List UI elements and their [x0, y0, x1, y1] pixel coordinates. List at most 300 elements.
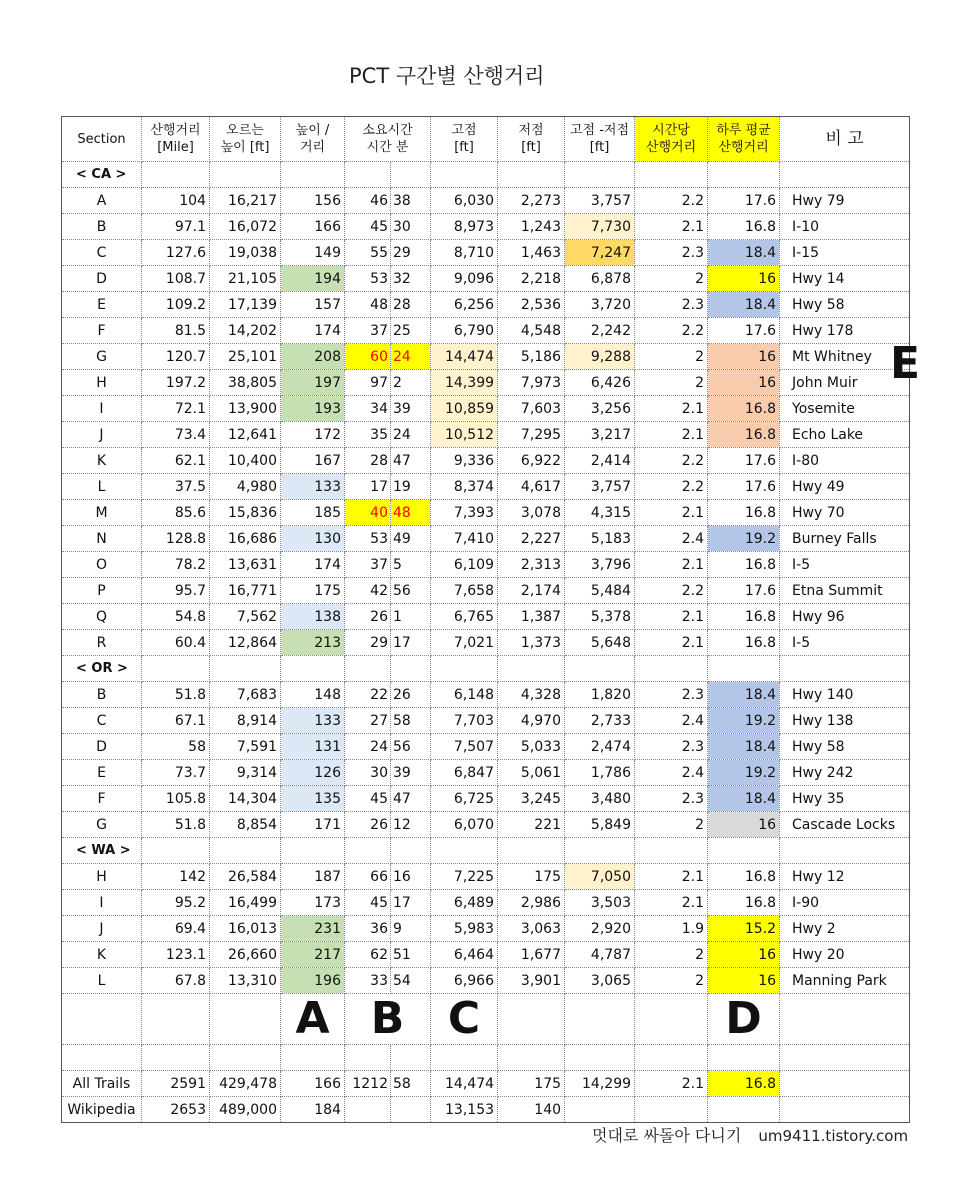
cell-hours: 1212 [345, 1071, 391, 1097]
cell-gain: 15,836 [210, 500, 281, 526]
cell-note: Burney Falls [780, 526, 910, 552]
cell-ratio: 187 [281, 864, 345, 890]
cell-distance: 109.2 [142, 292, 210, 318]
cell-section: B [62, 214, 142, 240]
cell-minutes: 24 [391, 422, 431, 448]
header-time: 소요시간 시간 분 [345, 117, 431, 162]
cell-hours: 24 [345, 734, 391, 760]
empty-cell [780, 656, 910, 682]
header-diff: 고점 -저점 [ft] [565, 117, 635, 162]
cell-ratio: 194 [281, 266, 345, 292]
cell-ratio: 149 [281, 240, 345, 266]
cell-minutes: 24 [391, 344, 431, 370]
cell-high: 10,859 [431, 396, 498, 422]
cell-section: K [62, 942, 142, 968]
empty-cell [431, 1045, 498, 1071]
cell-low: 5,033 [498, 734, 565, 760]
cell-diff: 5,183 [565, 526, 635, 552]
cell-ratio: 193 [281, 396, 345, 422]
cell-note: Cascade Locks [780, 812, 910, 838]
cell-per-day: 16.8 [708, 630, 780, 656]
cell-per-day: 16.8 [708, 864, 780, 890]
empty-cell [780, 838, 910, 864]
empty-cell [708, 1045, 780, 1071]
cell-distance: 95.7 [142, 578, 210, 604]
cell-note: I-90 [780, 890, 910, 916]
cell-per-hour: 2.2 [635, 318, 708, 344]
cell-section: G [62, 344, 142, 370]
cell-hours: 17 [345, 474, 391, 500]
cell-note: Hwy 2 [780, 916, 910, 942]
empty-cell [498, 994, 565, 1045]
cell-ratio: 171 [281, 812, 345, 838]
cell-per-day: 17.6 [708, 578, 780, 604]
table-row [62, 474, 910, 500]
cell-minutes: 1 [391, 604, 431, 630]
cell-per-day: 16.8 [708, 1071, 780, 1097]
cell-per-hour: 2.3 [635, 240, 708, 266]
cell-high: 9,336 [431, 448, 498, 474]
cell-section: F [62, 318, 142, 344]
cell-distance: 2653 [142, 1097, 210, 1123]
cell-ratio: 174 [281, 318, 345, 344]
cell-distance: 58 [142, 734, 210, 760]
group-row-or [62, 656, 910, 682]
cell-gain: 16,499 [210, 890, 281, 916]
cell-gain: 26,660 [210, 942, 281, 968]
cell-per-day: 15.2 [708, 916, 780, 942]
cell-diff: 6,426 [565, 370, 635, 396]
cell-per-hour: 2 [635, 968, 708, 994]
cell-minutes: 26 [391, 682, 431, 708]
cell-gain: 16,072 [210, 214, 281, 240]
cell-distance: 73.7 [142, 760, 210, 786]
cell-low: 3,245 [498, 786, 565, 812]
cell-ratio: 133 [281, 708, 345, 734]
letter-b: B [345, 994, 431, 1045]
cell-note: Hwy 138 [780, 708, 910, 734]
cell-minutes: 9 [391, 916, 431, 942]
cell-per-day: 18.4 [708, 786, 780, 812]
cell-section: L [62, 968, 142, 994]
cell-note: I-5 [780, 552, 910, 578]
cell-minutes: 58 [391, 1071, 431, 1097]
cell-minutes: 5 [391, 552, 431, 578]
cell-hours: 35 [345, 422, 391, 448]
cell-minutes: 30 [391, 214, 431, 240]
letter-d: D [708, 994, 780, 1045]
cell-ratio: 196 [281, 968, 345, 994]
empty-cell [498, 1045, 565, 1071]
cell-gain: 14,202 [210, 318, 281, 344]
empty-cell [345, 656, 391, 682]
cell-low: 7,295 [498, 422, 565, 448]
cell-minutes: 49 [391, 526, 431, 552]
cell-low: 3,063 [498, 916, 565, 942]
cell-diff: 2,414 [565, 448, 635, 474]
cell-gain: 17,139 [210, 292, 281, 318]
cell-minutes: 56 [391, 734, 431, 760]
cell-per-day: 18.4 [708, 682, 780, 708]
cell-per-day: 19.2 [708, 708, 780, 734]
cell-per-hour: 2.3 [635, 786, 708, 812]
cell-distance: 128.8 [142, 526, 210, 552]
cell-distance: 127.6 [142, 240, 210, 266]
table-row [62, 604, 910, 630]
cell-note: I-10 [780, 214, 910, 240]
empty-cell [708, 838, 780, 864]
cell-high: 7,393 [431, 500, 498, 526]
empty-cell [565, 994, 635, 1045]
cell-section: P [62, 578, 142, 604]
header-ratio: 높이 / 거리 [281, 117, 345, 162]
empty-cell [345, 1045, 391, 1071]
cell-diff: 3,480 [565, 786, 635, 812]
cell-high: 6,966 [431, 968, 498, 994]
cell-section: Wikipedia [62, 1097, 142, 1123]
cell-note: Hwy 70 [780, 500, 910, 526]
cell-section: J [62, 916, 142, 942]
table-row [62, 552, 910, 578]
cell-hours: 30 [345, 760, 391, 786]
empty-cell [345, 838, 391, 864]
letters-row [62, 994, 910, 1045]
header-high: 고점 [ft] [431, 117, 498, 162]
blog-name: 멋대로 싸돌아 다니기 [592, 1126, 742, 1145]
letter-e: E [890, 338, 921, 389]
cell-diff: 2,920 [565, 916, 635, 942]
cell-note: Hwy 35 [780, 786, 910, 812]
cell-per-day: 16.8 [708, 604, 780, 630]
cell-low: 7,973 [498, 370, 565, 396]
cell-diff: 1,820 [565, 682, 635, 708]
cell-minutes: 47 [391, 786, 431, 812]
cell-high: 10,512 [431, 422, 498, 448]
cell-high: 6,030 [431, 188, 498, 214]
cell-per-hour: 2 [635, 942, 708, 968]
cell-diff: 4,315 [565, 500, 635, 526]
cell-diff: 5,849 [565, 812, 635, 838]
cell-gain: 14,304 [210, 786, 281, 812]
cell-minutes: 38 [391, 188, 431, 214]
cell-note: Hwy 140 [780, 682, 910, 708]
cell-per-hour: 2.2 [635, 448, 708, 474]
cell-low: 5,061 [498, 760, 565, 786]
cell-hours: 33 [345, 968, 391, 994]
cell-ratio: 131 [281, 734, 345, 760]
cell-gain: 16,217 [210, 188, 281, 214]
cell-high: 6,464 [431, 942, 498, 968]
cell-note: Hwy 242 [780, 760, 910, 786]
cell-minutes: 17 [391, 890, 431, 916]
cell-per-day: 16 [708, 812, 780, 838]
cell-per-hour: 2.3 [635, 682, 708, 708]
cell-low: 2,218 [498, 266, 565, 292]
cell-minutes: 32 [391, 266, 431, 292]
header-section: Section [62, 117, 142, 162]
cell-gain: 21,105 [210, 266, 281, 292]
cell-distance: 95.2 [142, 890, 210, 916]
cell-per-hour: 2 [635, 370, 708, 396]
cell-diff: 3,796 [565, 552, 635, 578]
cell-diff: 3,757 [565, 188, 635, 214]
cell-diff [565, 1097, 635, 1123]
cell-per-day: 16 [708, 968, 780, 994]
cell-high: 8,710 [431, 240, 498, 266]
cell-gain: 16,686 [210, 526, 281, 552]
cell-per-hour: 2.3 [635, 292, 708, 318]
cell-hours: 37 [345, 552, 391, 578]
cell-minutes [391, 1097, 431, 1123]
cell-low: 2,313 [498, 552, 565, 578]
cell-low: 140 [498, 1097, 565, 1123]
cell-gain: 26,584 [210, 864, 281, 890]
cell-hours: 26 [345, 812, 391, 838]
cell-hours: 53 [345, 266, 391, 292]
cell-per-day: 17.6 [708, 474, 780, 500]
cell-section: All Trails [62, 1071, 142, 1097]
empty-cell [210, 1045, 281, 1071]
cell-section: C [62, 240, 142, 266]
cell-diff: 7,730 [565, 214, 635, 240]
cell-gain: 7,591 [210, 734, 281, 760]
cell-distance: 104 [142, 188, 210, 214]
group-label: < WA > [62, 838, 142, 864]
cell-note: Etna Summit [780, 578, 910, 604]
cell-hours: 45 [345, 214, 391, 240]
cell-per-day: 16.8 [708, 396, 780, 422]
cell-hours: 36 [345, 916, 391, 942]
cell-section: I [62, 396, 142, 422]
empty-cell [565, 162, 635, 188]
header-note: 비 고 [780, 117, 910, 162]
empty-cell [565, 656, 635, 682]
empty-cell [210, 994, 281, 1045]
cell-diff: 5,484 [565, 578, 635, 604]
cell-low: 4,617 [498, 474, 565, 500]
empty-cell [391, 162, 431, 188]
cell-hours: 42 [345, 578, 391, 604]
cell-ratio: 213 [281, 630, 345, 656]
cell-per-day [708, 1097, 780, 1123]
cell-note: John Muir [780, 370, 910, 396]
blog-url: um9411.tistory.com [758, 1127, 909, 1145]
cell-note: I-15 [780, 240, 910, 266]
cell-ratio: 156 [281, 188, 345, 214]
cell-ratio: 126 [281, 760, 345, 786]
cell-per-hour: 2.1 [635, 1071, 708, 1097]
cell-gain: 12,641 [210, 422, 281, 448]
empty-cell [431, 656, 498, 682]
cell-per-hour: 2 [635, 266, 708, 292]
cell-per-hour: 2.2 [635, 474, 708, 500]
cell-note [780, 1071, 910, 1097]
cell-hours: 27 [345, 708, 391, 734]
cell-hours: 66 [345, 864, 391, 890]
cell-high: 14,474 [431, 344, 498, 370]
empty-cell [391, 1045, 431, 1071]
cell-low: 6,922 [498, 448, 565, 474]
cell-note: Yosemite [780, 396, 910, 422]
cell-diff: 5,378 [565, 604, 635, 630]
cell-distance: 78.2 [142, 552, 210, 578]
empty-cell [635, 994, 708, 1045]
cell-distance: 105.8 [142, 786, 210, 812]
table-row [62, 942, 910, 968]
cell-section: H [62, 370, 142, 396]
cell-gain: 7,562 [210, 604, 281, 630]
cell-section: E [62, 292, 142, 318]
letter-a: A [281, 994, 345, 1045]
cell-high: 7,021 [431, 630, 498, 656]
cell-per-hour: 2 [635, 812, 708, 838]
table-row [62, 526, 910, 552]
cell-per-day: 16.8 [708, 422, 780, 448]
cell-low: 1,677 [498, 942, 565, 968]
cell-high: 6,765 [431, 604, 498, 630]
cell-high: 6,070 [431, 812, 498, 838]
cell-minutes: 19 [391, 474, 431, 500]
cell-per-hour: 2.4 [635, 760, 708, 786]
cell-minutes: 54 [391, 968, 431, 994]
cell-distance: 62.1 [142, 448, 210, 474]
cell-low: 221 [498, 812, 565, 838]
cell-per-day: 18.4 [708, 240, 780, 266]
cell-high: 7,703 [431, 708, 498, 734]
table-row [62, 188, 910, 214]
empty-cell [431, 162, 498, 188]
cell-high: 6,489 [431, 890, 498, 916]
cell-high: 6,725 [431, 786, 498, 812]
cell-note: Hwy 58 [780, 292, 910, 318]
cell-section: D [62, 266, 142, 292]
cell-per-day: 17.6 [708, 318, 780, 344]
cell-minutes: 28 [391, 292, 431, 318]
cell-hours: 97 [345, 370, 391, 396]
table-row [62, 760, 910, 786]
cell-hours: 60 [345, 344, 391, 370]
cell-gain: 19,038 [210, 240, 281, 266]
cell-distance: 72.1 [142, 396, 210, 422]
empty-cell [780, 162, 910, 188]
cell-section: L [62, 474, 142, 500]
cell-per-day: 16.8 [708, 890, 780, 916]
cell-low: 1,463 [498, 240, 565, 266]
cell-note [780, 1097, 910, 1123]
cell-ratio: 138 [281, 604, 345, 630]
cell-distance: 67.8 [142, 968, 210, 994]
cell-low: 4,548 [498, 318, 565, 344]
cell-per-hour: 2.1 [635, 396, 708, 422]
cell-per-day: 16 [708, 942, 780, 968]
cell-low: 2,227 [498, 526, 565, 552]
table-row [62, 786, 910, 812]
cell-ratio: 130 [281, 526, 345, 552]
cell-section: Q [62, 604, 142, 630]
cell-ratio: 172 [281, 422, 345, 448]
cell-diff: 7,247 [565, 240, 635, 266]
cell-ratio: 157 [281, 292, 345, 318]
empty-cell [635, 162, 708, 188]
cell-gain: 16,771 [210, 578, 281, 604]
cell-per-hour: 2.2 [635, 188, 708, 214]
cell-ratio: 217 [281, 942, 345, 968]
empty-cell [142, 994, 210, 1045]
group-label: < OR > [62, 656, 142, 682]
cell-note: Hwy 178 [780, 318, 910, 344]
cell-hours: 28 [345, 448, 391, 474]
table-row [62, 734, 910, 760]
empty-cell [635, 838, 708, 864]
cell-note: Hwy 14 [780, 266, 910, 292]
cell-per-hour: 2.1 [635, 630, 708, 656]
table-row [62, 708, 910, 734]
empty-cell [391, 656, 431, 682]
cell-high: 7,507 [431, 734, 498, 760]
cell-gain: 12,864 [210, 630, 281, 656]
table-row [62, 864, 910, 890]
cell-section: R [62, 630, 142, 656]
cell-low: 3,901 [498, 968, 565, 994]
cell-diff: 1,786 [565, 760, 635, 786]
cell-high: 6,256 [431, 292, 498, 318]
cell-diff: 14,299 [565, 1071, 635, 1097]
cell-minutes: 12 [391, 812, 431, 838]
cell-per-day: 16.8 [708, 552, 780, 578]
table-row [62, 916, 910, 942]
cell-distance: 97.1 [142, 214, 210, 240]
cell-hours: 48 [345, 292, 391, 318]
cell-minutes: 56 [391, 578, 431, 604]
cell-diff: 2,242 [565, 318, 635, 344]
cell-hours: 45 [345, 786, 391, 812]
table-row [62, 214, 910, 240]
cell-diff: 5,648 [565, 630, 635, 656]
table-row [62, 578, 910, 604]
cell-minutes: 39 [391, 760, 431, 786]
cell-distance: 81.5 [142, 318, 210, 344]
empty-cell [498, 656, 565, 682]
cell-distance: 37.5 [142, 474, 210, 500]
cell-distance: 51.8 [142, 812, 210, 838]
page-title: PCT 구간별 산행거리 [349, 64, 545, 88]
footer [592, 1123, 908, 1146]
empty-cell [635, 1045, 708, 1071]
empty-cell [281, 1045, 345, 1071]
cell-per-hour [635, 1097, 708, 1123]
empty-cell [281, 838, 345, 864]
cell-diff: 3,757 [565, 474, 635, 500]
cell-minutes: 29 [391, 240, 431, 266]
table-row [62, 812, 910, 838]
header-per-day: 하루 평균 산행거리 [708, 117, 780, 162]
cell-ratio: 166 [281, 214, 345, 240]
cell-section: J [62, 422, 142, 448]
cell-diff: 4,787 [565, 942, 635, 968]
cell-note: Hwy 12 [780, 864, 910, 890]
header-low: 저점 [ft] [498, 117, 565, 162]
cell-note: Hwy 58 [780, 734, 910, 760]
cell-diff: 3,503 [565, 890, 635, 916]
cell-high: 13,153 [431, 1097, 498, 1123]
empty-cell [498, 162, 565, 188]
cell-diff: 6,878 [565, 266, 635, 292]
empty-cell [708, 656, 780, 682]
cell-distance: 54.8 [142, 604, 210, 630]
cell-per-day: 16.8 [708, 214, 780, 240]
pct-table [61, 116, 910, 1123]
cell-low: 175 [498, 1071, 565, 1097]
